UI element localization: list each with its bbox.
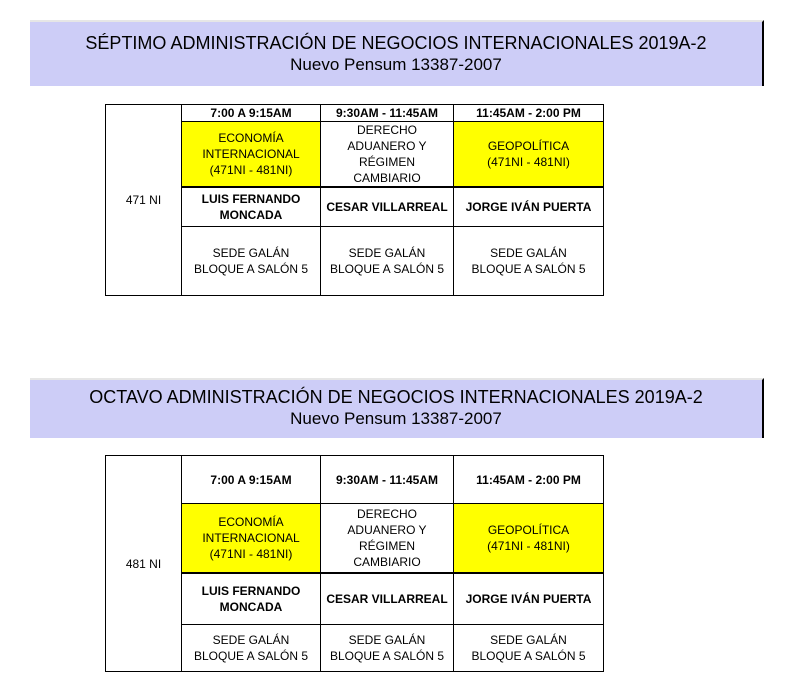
subject-line: RÉGIMEN [358, 539, 415, 553]
subject-line: (471NI - 481NI) [487, 539, 570, 553]
time-header-row [106, 456, 604, 504]
group-cell: 471 NI [106, 105, 182, 296]
subject-line: DERECHO [356, 507, 417, 521]
subject-cell-economia [182, 504, 321, 574]
professor-cell-2: CESAR VILLARREAL [321, 573, 454, 625]
section-banner-octavo [30, 378, 764, 438]
location-line: SEDE GALÁN [212, 246, 290, 260]
subject-line: INTERNACIONAL [202, 531, 300, 545]
subject-cell-economia [182, 122, 321, 188]
professor-line: MONCADA [219, 600, 283, 614]
location-line: SEDE GALÁN [490, 633, 567, 647]
location-line: BLOQUE A SALÓN 5 [329, 649, 445, 663]
subject-line: ECONOMÍA [218, 515, 284, 529]
professor-cell-3: JORGE IVÁN PUERTA [454, 573, 604, 625]
location-line: SEDE GALÁN [348, 633, 426, 647]
location-line: BLOQUE A SALÓN 5 [471, 649, 586, 663]
professor-cell-3: JORGE IVÁN PUERTA [454, 187, 604, 227]
location-cell-3 [454, 227, 604, 296]
section-subtitle: Nuevo Pensum 13387-2007 [290, 55, 502, 74]
schedule-table-septimo [105, 104, 604, 296]
subject-line: GEOPOLÍTICA [487, 523, 570, 537]
time-slot-2: 9:30AM - 11:45AM [321, 456, 454, 504]
subject-line: CAMBIARIO [353, 555, 421, 569]
location-cell-2 [321, 625, 454, 672]
section-title: SÉPTIMO ADMINISTRACIÓN DE NEGOCIOS INTERNACIONALES 2019A-2 [85, 33, 707, 53]
subject-cell-derecho [321, 504, 454, 574]
professor-cell-1 [182, 187, 321, 227]
subject-line: (471NI - 481NI) [209, 163, 293, 177]
schedule-table-octavo [105, 455, 604, 672]
subject-cell-geopolitica [454, 504, 604, 574]
subject-line: DERECHO [356, 123, 417, 137]
section-subtitle: Nuevo Pensum 13387-2007 [290, 409, 502, 428]
subject-line: ADUANERO Y [347, 523, 427, 537]
location-line: SEDE GALÁN [490, 246, 567, 260]
location-line: BLOQUE A SALÓN 5 [193, 262, 309, 276]
location-line: SEDE GALÁN [212, 633, 290, 647]
time-slot-1: 7:00 A 9:15AM [182, 456, 321, 504]
location-cell-3 [454, 625, 604, 672]
location-line: BLOQUE A SALÓN 5 [193, 649, 309, 663]
group-cell: 481 NI [106, 456, 182, 672]
section-banner-septimo [30, 20, 764, 86]
subject-line: RÉGIMEN [358, 155, 415, 169]
time-slot-3: 11:45AM - 2:00 PM [454, 105, 604, 122]
professor-line: MONCADA [219, 208, 283, 222]
subject-line: ECONOMÍA [218, 131, 284, 145]
location-cell-1 [182, 625, 321, 672]
subject-line: (471NI - 481NI) [487, 155, 570, 169]
subject-cell-derecho [321, 122, 454, 188]
subject-line: ADUANERO Y [347, 139, 427, 153]
subject-line: INTERNACIONAL [202, 147, 300, 161]
professor-line: LUIS FERNANDO [201, 192, 301, 206]
location-line: SEDE GALÁN [348, 246, 426, 260]
location-line: BLOQUE A SALÓN 5 [329, 262, 445, 276]
section-title: OCTAVO ADMINISTRACIÓN DE NEGOCIOS INTERNACIONALES 2019A-2 [89, 387, 703, 407]
professor-cell-1 [182, 573, 321, 625]
professor-cell-2: CESAR VILLARREAL [321, 187, 454, 227]
subject-line: (471NI - 481NI) [209, 547, 293, 561]
location-cell-2 [321, 227, 454, 296]
location-cell-1 [182, 227, 321, 296]
time-header-row [106, 105, 604, 122]
location-line: BLOQUE A SALÓN 5 [471, 262, 586, 276]
time-slot-3: 11:45AM - 2:00 PM [454, 456, 604, 504]
time-slot-1: 7:00 A 9:15AM [182, 105, 321, 122]
professor-line: LUIS FERNANDO [201, 584, 301, 598]
time-slot-2: 9:30AM - 11:45AM [321, 105, 454, 122]
subject-line: GEOPOLÍTICA [487, 139, 570, 153]
subject-cell-geopolitica [454, 122, 604, 188]
subject-line: CAMBIARIO [353, 171, 421, 185]
